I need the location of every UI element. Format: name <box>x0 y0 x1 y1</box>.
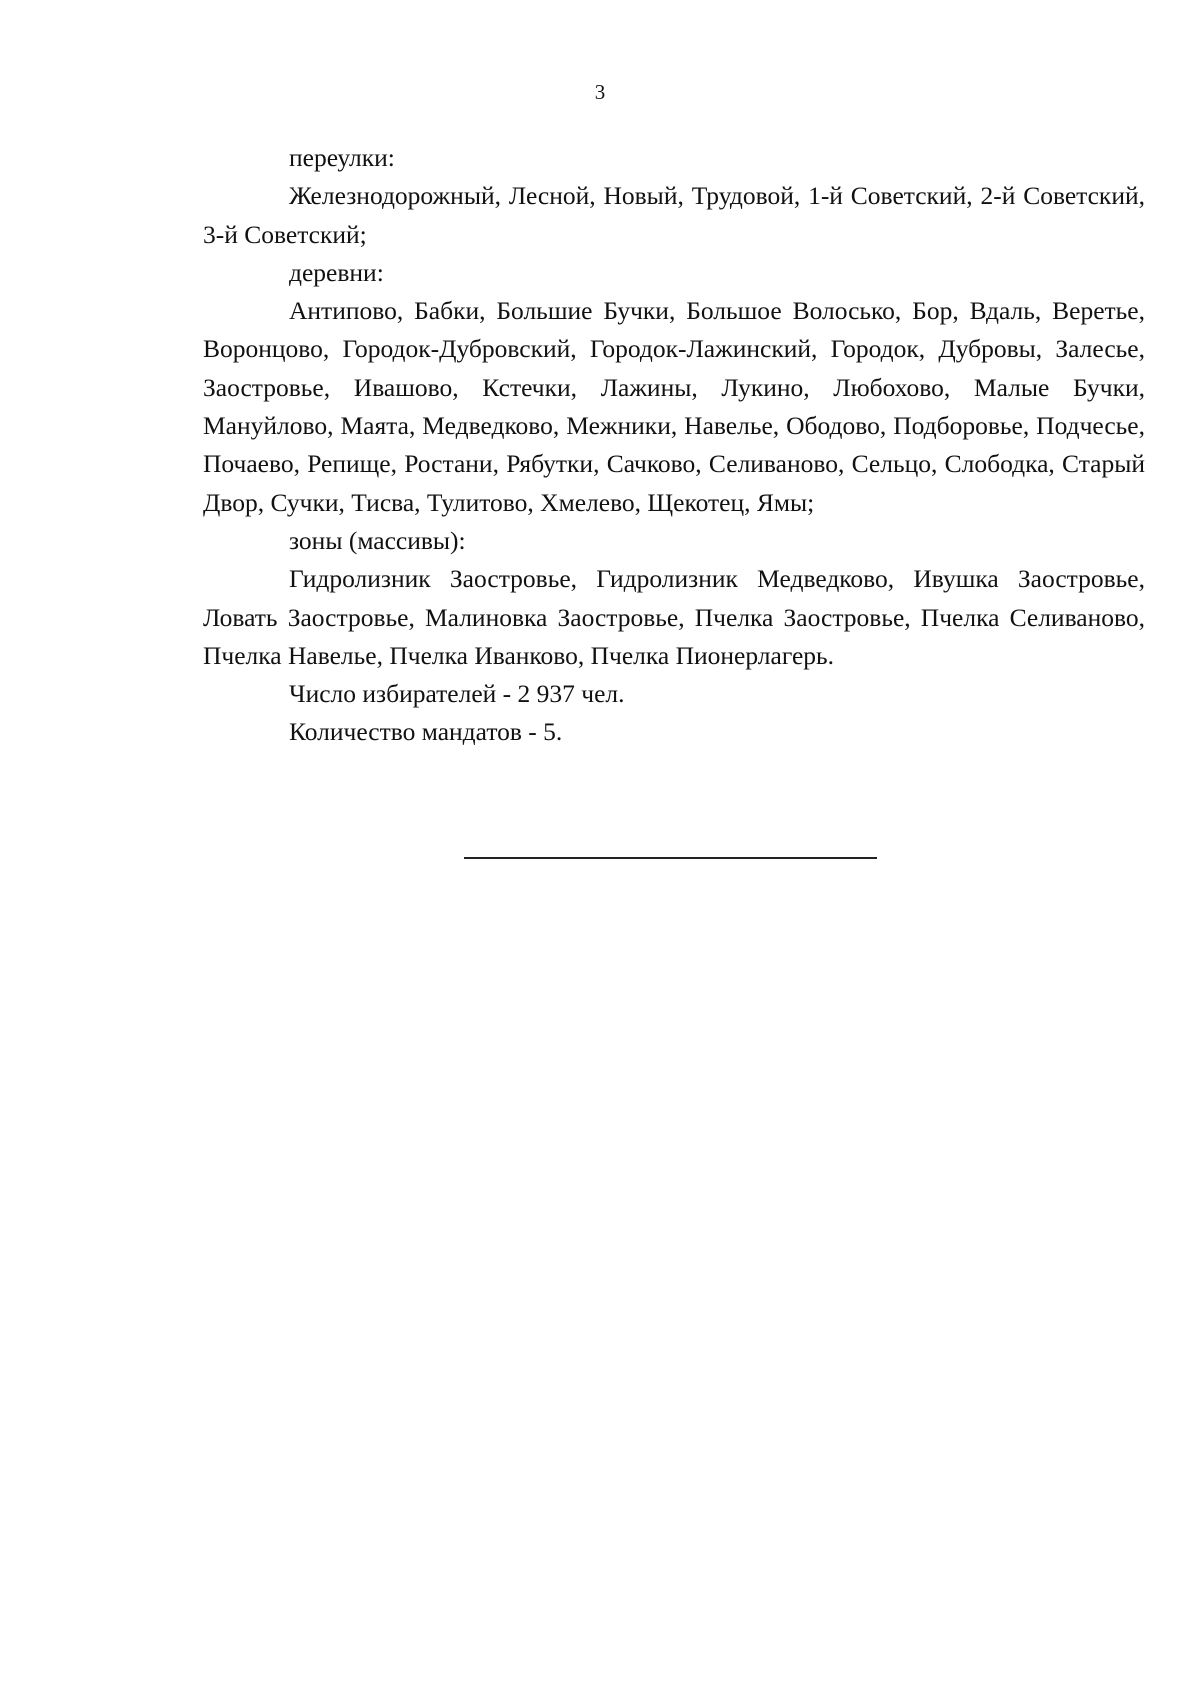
zones-heading: зоны (массивы): <box>289 525 466 555</box>
page-number: 3 <box>594 80 606 104</box>
mandates-count: Количество мандатов - 5. <box>289 717 563 747</box>
closing-divider <box>464 857 877 859</box>
voters-count: Число избирателей - 2 937 чел. <box>289 679 625 709</box>
zones-list: Гидролизник Заостровье, Гидролизник Медведково, Ивушка Заостровье, Ловать Заостровье, Малиновка Заостровье, Пчелка Заостровье, Пчелка Селиваново, Пчелка Навелье, Пчелка Иванково, Пчелка Пионерлагерь. <box>203 564 1145 670</box>
document-body <box>203 139 1145 752</box>
lanes-heading: переулки: <box>289 143 395 172</box>
villages-list: Антипово, Бабки, Большие Бучки, Большое Волосько, Бор, Вдаль, Веретье, Воронцово, Городок-Дубровский, Городок-Лажинский, Городок, Дубровы, Залесье, Заостровье, Ивашово, Кстечки, Лажины, Лукино, Любохово, Малые Бучки, Мануйлово, Маята, Медведково, Межники, Навелье, Ободово, Подборовье, Подчесье, Почаево, Репище, Ростани, Рябутки, Сачково, Селиваново, Сельцо, Слободка, Старый Двор, Сучки, Тисва, Тулитово, Хмелево, Щекотец, Ямы; <box>203 296 1145 517</box>
villages-heading: деревни: <box>289 257 384 287</box>
lanes-list: Железнодорожный, Лесной, Новый, Трудовой, 1-й Советский, 2-й Советский, 3-й Советский; <box>203 181 1145 249</box>
